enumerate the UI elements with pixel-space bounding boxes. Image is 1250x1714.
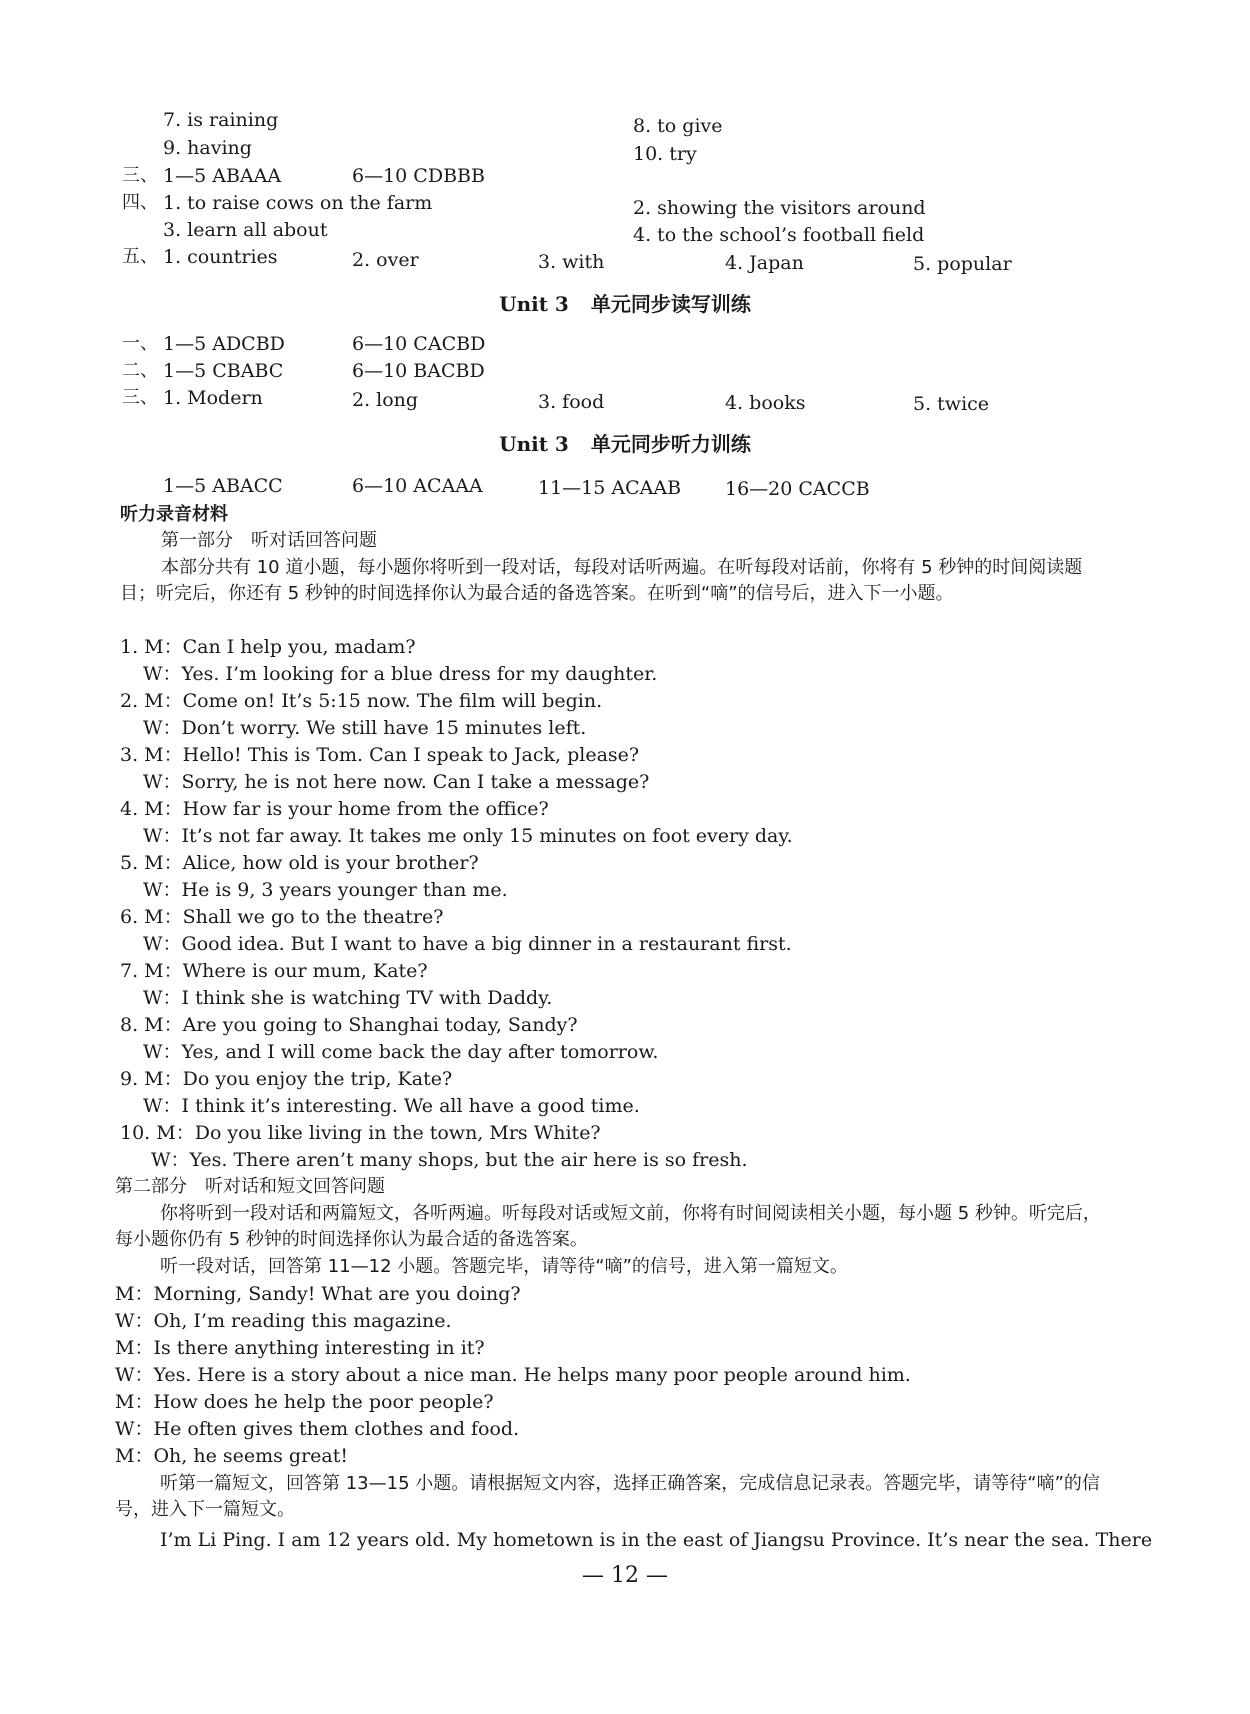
part1-intro: 本部分共有 10 道小题，每小题你将听到一段对话，每段对话听两遍。在听每段对话前，你将有 5 秒钟的时间阅读题目；听完后，你还有 5 秒钟的时间选择你认为最合适的备选答案。在听到“嘀”的信号后，进入下一小题。 (120, 557, 1083, 604)
section-4-answer-1: 1. to raise cows on the farm (163, 192, 433, 214)
reading-section-2-group-a: 1—5 CBABC (163, 360, 284, 382)
section-3-group-b: 6—10 CDBBB (352, 165, 485, 187)
section-5-answer-5: 5. popular (913, 253, 1012, 275)
section-4-answer-3: 3. learn all about (163, 219, 328, 241)
section-4-answer-2: 2. showing the visitors around (633, 197, 926, 219)
dialogue-3-man: 3. M：Hello! This is Tom. Can I speak to Jack, please? (120, 744, 640, 766)
section-3-group-a: 1—5 ABAAA (163, 165, 282, 187)
passage1-text: I’m Li Ping. I am 12 years old. My hometown is in the east of Jiangsu Province. It’s near the sea. There (160, 1529, 1153, 1551)
dialogue-1-woman: W：Yes. I’m looking for a blue dress for my daughter. (143, 663, 658, 685)
section-5-answer-1: 1. countries (163, 246, 278, 268)
part2-heading: 第二部分 听对话和短文回答问题 (115, 1176, 385, 1197)
dialogue-10-woman: W：Yes. There aren’t many shops, but the air here is so fresh. (151, 1149, 748, 1171)
conversation-line-6: W：He often gives them clothes and food. (115, 1418, 520, 1440)
listening-title-unit: Unit 3 (499, 432, 569, 456)
dialogue-6-woman: W：Good idea. But I want to have a big dinner in a restaurant first. (143, 933, 792, 955)
part2-intro: 你将听到一段对话和两篇短文，各听两遍。听每段对话或短文前，你将有时间阅读相关小题，每小题 5 秒钟。听完后，每小题你仍有 5 秒钟的时间选择你认为最合适的备选答案。 (115, 1203, 1101, 1250)
dialogue-9-woman: W：I think it’s interesting. We all have a good time. (143, 1095, 640, 1117)
dialogue-1-man: 1. M：Can I help you, madam? (120, 636, 416, 658)
conversation-line-3: M：Is there anything interesting in it? (115, 1337, 485, 1359)
conversation-line-7: M：Oh, he seems great! (115, 1445, 349, 1467)
dialogue-2-man: 2. M：Come on! It’s 5:15 now. The film will begin. (120, 690, 603, 712)
dialogue-2-woman: W：Don’t worry. We still have 15 minutes left. (143, 717, 587, 739)
dialogue-8-woman: W：Yes, and I will come back the day after tomorrow. (143, 1041, 659, 1063)
reading-section-title (0, 291, 1250, 317)
section-4-label: 四、 (122, 192, 158, 213)
section-3-label: 三、 (122, 165, 158, 186)
conversation-line-5: M：How does he help the poor people? (115, 1391, 494, 1413)
listening-answers-11-15: 11—15 ACAAB (538, 477, 682, 499)
section-5-label: 五、 (122, 246, 158, 267)
listening-answers-1-5: 1—5 ABACC (163, 475, 283, 497)
dialogue-7-woman: W：I think she is watching TV with Daddy. (143, 987, 553, 1009)
conversation-line-1: M：Morning, Sandy! What are you doing? (115, 1283, 521, 1305)
reading-section-3-answer-4: 4. books (725, 392, 806, 414)
reading-section-2-group-b: 6—10 BACBD (352, 360, 485, 382)
answer-8: 8. to give (633, 115, 723, 137)
reading-section-3-answer-2: 2. long (352, 389, 419, 411)
listening-answers-6-10: 6—10 ACAAA (352, 475, 483, 497)
section-5-answer-3: 3. with (538, 251, 605, 273)
part1-heading: 第一部分 听对话回答问题 (161, 530, 377, 551)
reading-section-3-answer-1: 1. Modern (163, 387, 263, 409)
dialogue-9-man: 9. M：Do you enjoy the trip, Kate? (120, 1068, 453, 1090)
dialogue-4-man: 4. M：How far is your home from the office? (120, 798, 549, 820)
dialogue-5-man: 5. M：Alice, how old is your brother? (120, 852, 479, 874)
answer-9: 9. having (163, 137, 252, 159)
reading-section-3-answer-5: 5. twice (913, 393, 990, 415)
dialogue-10-man: 10. M：Do you like living in the town, Mrs White? (120, 1122, 601, 1144)
page-number: — 12 — (582, 1563, 668, 1588)
reading-section-1-label: 一、 (122, 333, 158, 354)
reading-section-3-answer-3: 3. food (538, 391, 605, 413)
reading-section-1-group-b: 6—10 CACBD (352, 333, 486, 355)
conversation-line-2: W：Oh, I’m reading this magazine. (115, 1310, 452, 1332)
reading-title-cn: 单元同步读写训练 (590, 292, 751, 316)
answer-7: 7. is raining (163, 109, 279, 131)
reading-section-3-label: 三、 (122, 387, 158, 408)
dialogue-6-man: 6. M：Shall we go to the theatre? (120, 906, 444, 928)
passage1-intro: 听第一篇短文，回答第 13—15 小题。请根据短文内容，选择正确答案，完成信息记录表。答题完毕，请等待“嘀”的信号，进入下一篇短文。 (115, 1473, 1100, 1520)
section-5-answer-4: 4. Japan (725, 252, 804, 274)
section-5-answer-2: 2. over (352, 249, 419, 271)
answer-10: 10. try (633, 143, 697, 165)
conversation-line-4: W：Yes. Here is a story about a nice man. He helps many poor people around him. (115, 1364, 911, 1386)
script-heading: 听力录音材料 (120, 504, 228, 525)
part2-dialogue-intro: 听一段对话，回答第 11—12 小题。答题完毕，请等待“嘀”的信号，进入第一篇短文。 (160, 1256, 848, 1277)
section-4-answer-4: 4. to the school’s football field (633, 224, 925, 246)
dialogue-7-man: 7. M：Where is our mum, Kate? (120, 960, 428, 982)
reading-title-unit: Unit 3 (499, 292, 569, 316)
dialogue-4-woman: W：It’s not far away. It takes me only 15 minutes on foot every day. (143, 825, 793, 847)
reading-section-2-label: 二、 (122, 360, 158, 381)
listening-section-title (0, 431, 1250, 457)
dialogue-3-woman: W：Sorry, he is not here now. Can I take a message? (143, 771, 650, 793)
dialogue-5-woman: W：He is 9, 3 years younger than me. (143, 879, 508, 901)
listening-title-cn: 单元同步听力训练 (590, 432, 751, 456)
listening-answers-16-20: 16—20 CACCB (725, 478, 870, 500)
reading-section-1-group-a: 1—5 ADCBD (163, 333, 285, 355)
dialogue-8-man: 8. M：Are you going to Shanghai today, Sandy? (120, 1014, 578, 1036)
